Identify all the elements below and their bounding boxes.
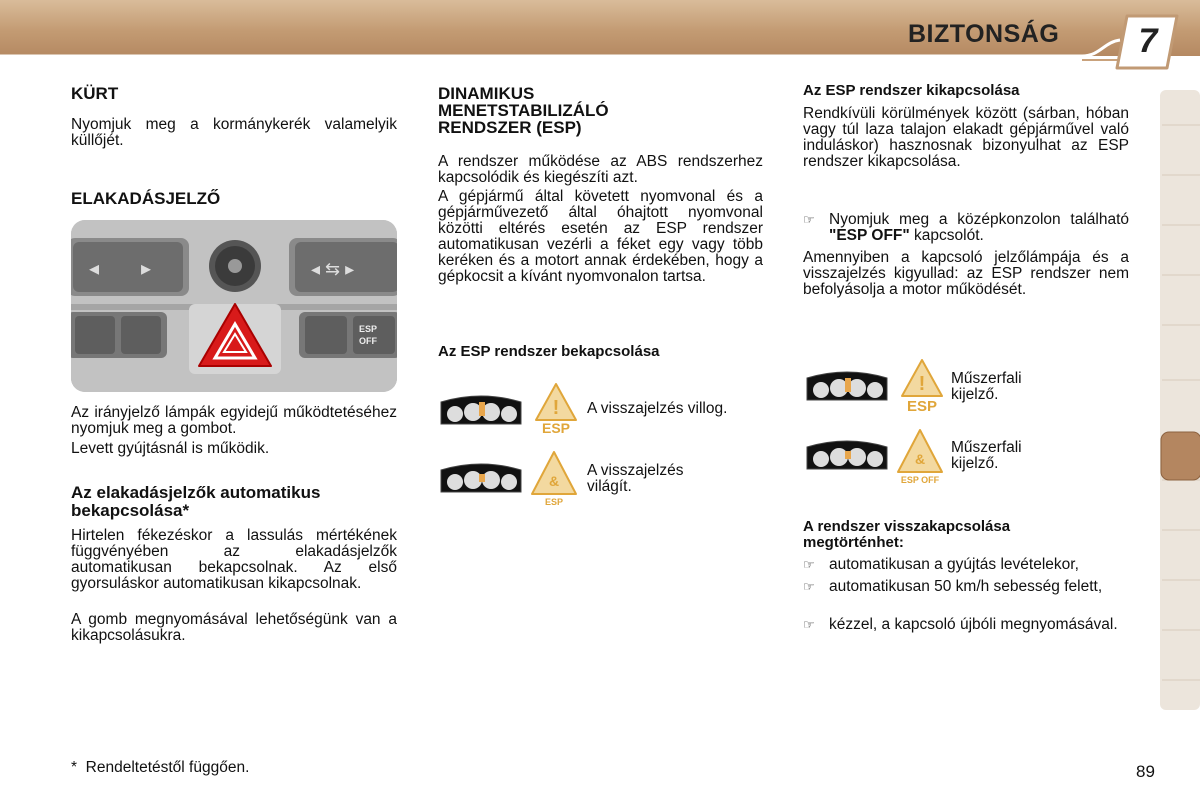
pointing-hand-icon: ☞ bbox=[803, 579, 815, 594]
esp-small-label: ESP bbox=[544, 497, 564, 507]
text-hirtelen: Hirtelen fékezéskor a lassulás mértékének függvényében az elakadásjelzők automatikusan bekapcsolnak. Az első gyorsuláskor automatikusan kikapcsolnak. bbox=[71, 527, 397, 592]
list-item-text: kézzel, a kapcsoló újbóli megnyomásával. bbox=[829, 616, 1118, 633]
esp-off-emphasis: "ESP OFF" bbox=[829, 227, 910, 244]
heading-elakadasjelzo: ELAKADÁSJELZŐ bbox=[71, 189, 221, 208]
esp-label: ESP bbox=[541, 420, 571, 436]
svg-text:◂: ◂ bbox=[89, 258, 100, 280]
text-villog: A visszajelzés villog. bbox=[587, 400, 728, 417]
bullet-text: Nyomjuk meg a középkonzolon található bbox=[829, 211, 1129, 228]
instrument-cluster-icon bbox=[437, 392, 525, 428]
instrument-cluster-icon bbox=[803, 368, 891, 404]
warning-triangle-icon bbox=[892, 428, 948, 486]
svg-text:▸: ▸ bbox=[141, 258, 152, 280]
esp-off-label: ESP OFF bbox=[900, 475, 940, 485]
warning-triangle-icon bbox=[898, 358, 946, 416]
chapter-number: 7 bbox=[1138, 22, 1158, 60]
svg-text:OFF: OFF bbox=[359, 336, 377, 346]
text-gepjarmu: A gépjármű által követett nyomvonal és a gépjárművezető által óhajtott nyomvonal közötti eltérés esetén az ESP rendszer automatikusan vezérli a féket egy vagy több keréken és a motort annak érdekében, hogy a gépkocsit a kívánt nyomvonalon tartsa. bbox=[438, 188, 763, 285]
text-muszerfali-2: Műszerfali kijelző. bbox=[951, 439, 1022, 472]
svg-text:!: ! bbox=[552, 397, 560, 419]
pointing-hand-icon: ☞ bbox=[803, 557, 815, 572]
svg-text:&: & bbox=[914, 451, 926, 467]
heading-visszakapcs: A rendszer visszakapcsolása megtörténhet: bbox=[803, 518, 1011, 551]
pointing-hand-icon: ☞ bbox=[803, 617, 815, 632]
text-iranyjelzo: Az irányjelző lámpák egyidejű működtetéséhez nyomjuk meg a gombot. bbox=[71, 404, 397, 437]
heading-esp-bekapcs: Az ESP rendszer bekapcsolása bbox=[438, 343, 660, 360]
heading-esp-kikapcs: Az ESP rendszer kikapcsolása bbox=[803, 82, 1020, 99]
warning-triangle-icon bbox=[534, 382, 578, 436]
section-title: BIZTONSÁG bbox=[908, 20, 1060, 48]
text-abs: A rendszer működése az ABS rendszerhez kapcsolódik és kiegészíti azt. bbox=[438, 153, 763, 186]
svg-text:!: ! bbox=[918, 373, 926, 395]
page-number: 89 bbox=[1136, 762, 1155, 781]
footnote: * Rendeltetéstől függően. bbox=[71, 759, 250, 776]
svg-text:◂ ⇆ ▸: ◂ ⇆ ▸ bbox=[311, 259, 355, 279]
text-levett: Levett gyújtásnál is működik. bbox=[71, 440, 270, 457]
instrument-cluster-icon bbox=[803, 437, 891, 473]
chapter-side-tabs bbox=[1158, 80, 1200, 720]
esp-label: ESP bbox=[906, 398, 938, 415]
text-kurt: Nyomjuk meg a kormánykerék valamelyik küllőjét. bbox=[71, 116, 397, 149]
heading-automatikus: Az elakadásjelzők automatikus bekapcsolása* bbox=[71, 483, 321, 520]
list-item-text: automatikusan 50 km/h sebesség felett, bbox=[829, 578, 1103, 595]
warning-triangle-icon bbox=[530, 450, 578, 508]
text-rendkivuli: Rendkívüli körülmények között (sárban, hóban vagy túl laza talajon elakadt gépjárművel való induláskor) hasznosnak bizonyulhat az ESP rendszer kikapcsolása. bbox=[803, 105, 1129, 170]
heading-esp: DINAMIKUS MENETSTABILIZÁLÓ RENDSZER (ESP) bbox=[438, 84, 609, 137]
text-gomb: A gomb megnyomásával lehetőségünk van a kikapcsolásukra. bbox=[71, 611, 397, 644]
text-muszerfali-1: Műszerfali kijelző. bbox=[951, 370, 1022, 403]
hazard-switch-panel-image bbox=[71, 220, 397, 392]
svg-text:&: & bbox=[548, 473, 560, 489]
list-item-text: automatikusan a gyújtás levételekor, bbox=[829, 556, 1079, 573]
text-amennyiben: Amennyiben a kapcsoló jelzőlámpája és a visszajelzés kigyullad: az ESP rendszer nem befolyásolja a motor működését. bbox=[803, 249, 1129, 298]
instrument-cluster-icon bbox=[437, 460, 525, 496]
text-vilagit: A visszajelzés világít. bbox=[587, 462, 684, 495]
heading-kurt: KÜRT bbox=[71, 84, 119, 103]
pointing-hand-icon: ☞ bbox=[803, 212, 815, 227]
bullet-text-end: kapcsolót. bbox=[909, 227, 984, 244]
svg-text:ESP: ESP bbox=[358, 324, 378, 334]
